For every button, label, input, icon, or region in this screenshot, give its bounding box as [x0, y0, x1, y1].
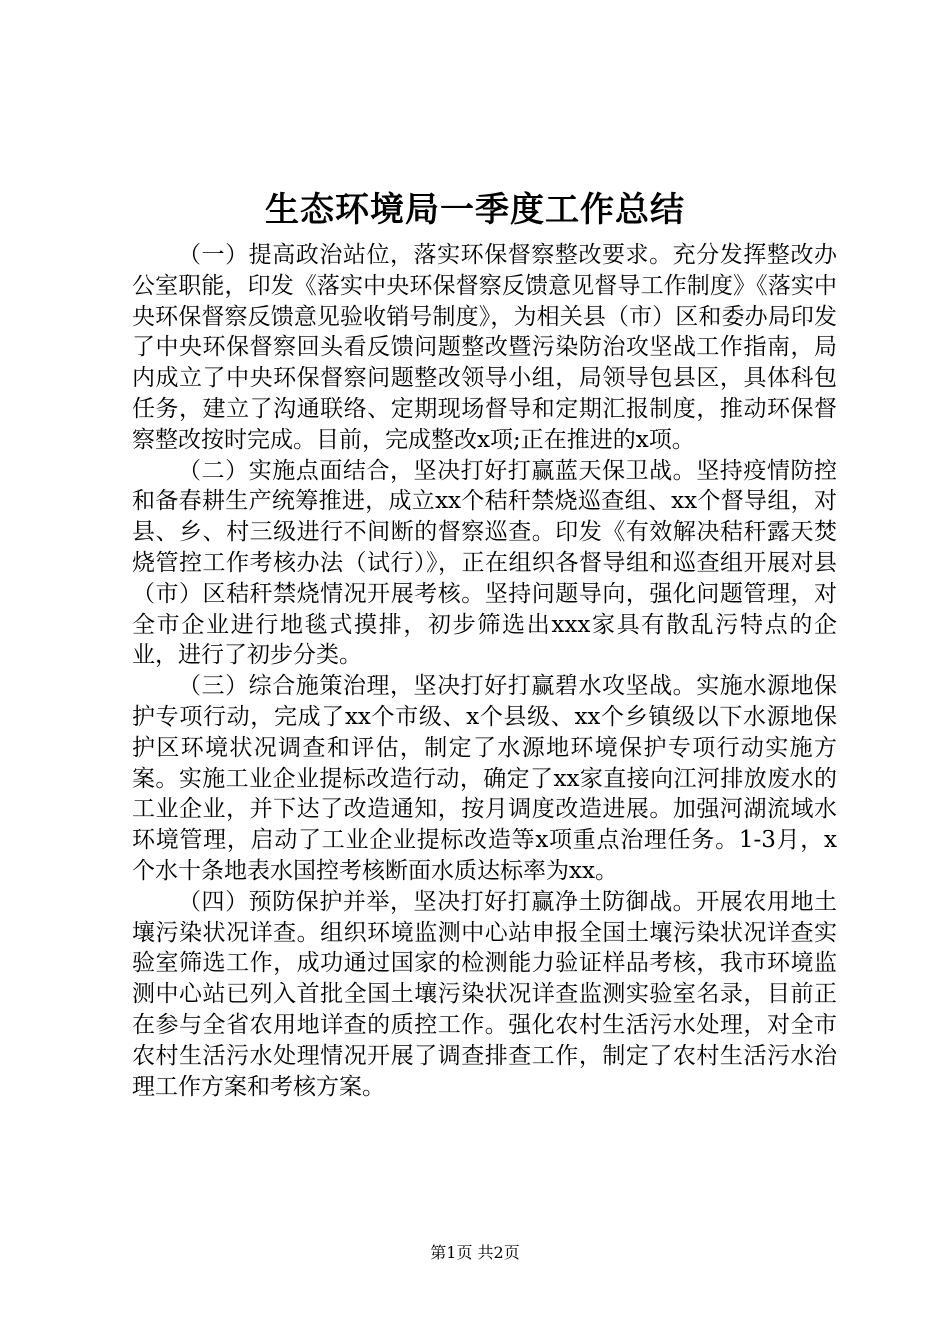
paragraph-3: （三）综合施策治理，坚决打好打赢碧水攻坚战。实施水源地保护专项行动，完成了xx个市级、x个县级、xx个乡镇级以下水源地保护区环境状况调查和评估，制定了水源地环境保护专项行动实施方案。实施工业企业提标改造行动，确定了xx家直接向江河排放废水的工业企业，并下达了改造通知，按月调度改造进展。加强河湖流域水环境管理，启动了工业企业提标改造等x项重点治理任务。1-3月，x个水十条地表水国控考核断面水质达标率为xx。 [132, 673, 837, 884]
document-title: 生态环境局一季度工作总结 [265, 190, 685, 230]
page-footer: 第1页 共2页 [430, 1243, 520, 1262]
paragraph-1: （一）提高政治站位，落实环保督察整改要求。充分发挥整改办公室职能，印发《落实中央环保督察反馈意见督导工作制度》《落实中央环保督察反馈意见验收销号制度》，为相关县（市）区和委办局印发了中央环保督察回头看反馈问题整改暨污染防治攻坚战工作指南，局内成立了中央环保督察问题整改领导小组，局领导包县区，具体科包任务，建立了沟通联络、定期现场督导和定期汇报制度，推动环保督察整改按时完成。目前，完成整改x项;正在推进的x项。 [132, 242, 837, 453]
paragraph-2: （二）实施点面结合，坚决打好打赢蓝天保卫战。坚持疫情防控和备春耕生产统筹推进，成立xx个秸秆禁烧巡查组、xx个督导组，对县、乡、村三级进行不间断的督察巡查。印发《有效解决秸秆露天焚烧管控工作考核办法（试行）》，正在组织各督导组和巡查组开展对县（市）区秸秆禁烧情况开展考核。坚持问题导向，强化问题管理，对全市企业进行地毯式摸排，初步筛选出xxx家具有散乱污特点的企业，进行了初步分类。 [132, 457, 837, 669]
paragraph-4: （四）预防保护并举，坚决打好打赢净土防御战。开展农用地土壤污染状况详查。组织环境监测中心站申报全国土壤污染状况详查实验室筛选工作，成功通过国家的检测能力验证样品考核，我市环境监测中心站已列入首批全国土壤污染状况详查监测实验室名录，目前正在参与全省农用地详查的质控工作。强化农村生活污水处理，对全市农村生活污水处理情况开展了调查排查工作，制定了农村生活污水治理工作方案和考核方案。 [132, 888, 837, 1100]
document-body [132, 240, 837, 1102]
